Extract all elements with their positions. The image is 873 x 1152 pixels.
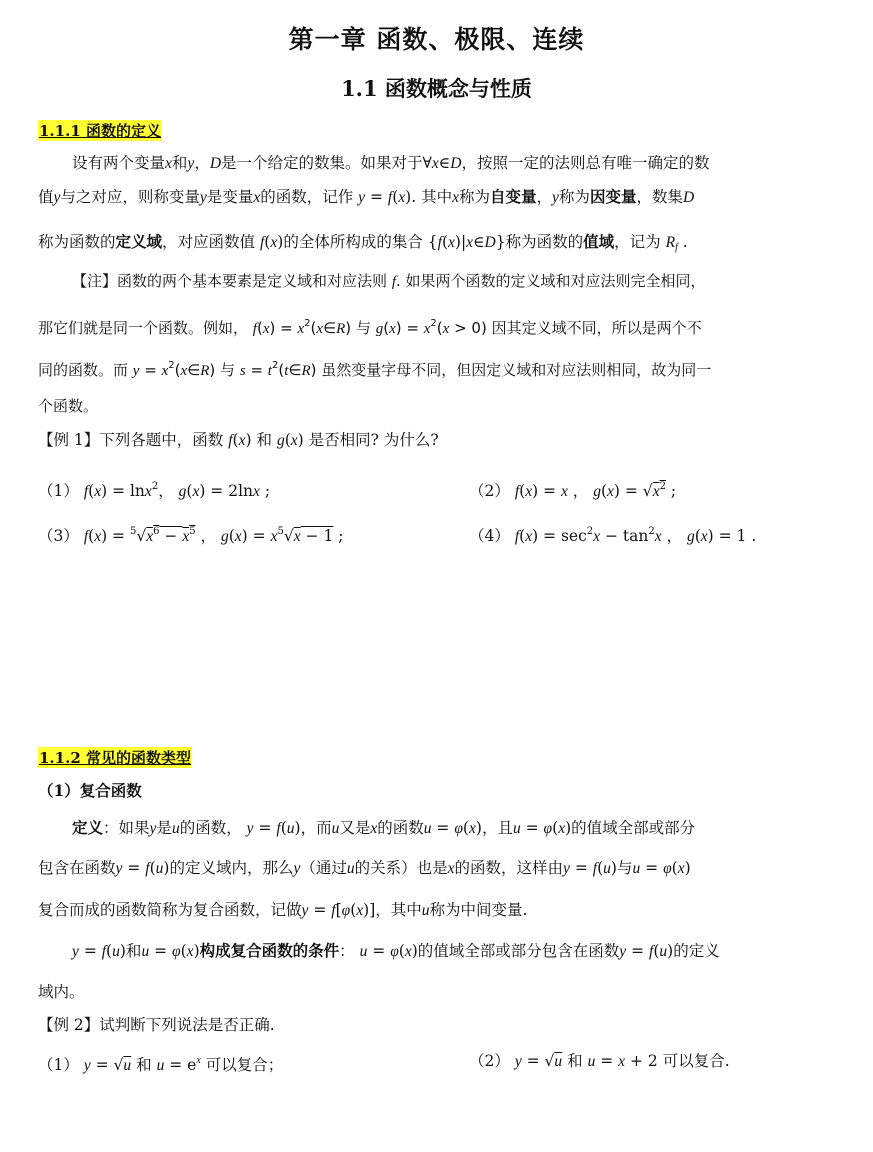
subheading-composite-function: （1）复合函数 xyxy=(38,781,142,800)
example-1-item-2: （2） f(x) = x ， $g(x) = √x^2$ ; xyxy=(469,481,677,500)
example-1-item-3: （3） $f(x) = ^5√x^6 - x^5$ ， $g(x) = x^5√x - 1$ ; xyxy=(38,526,344,545)
composite-def-line-1: 定义：如果y是u的函数， y = f(u)，而u又是x的函数u = φ(x)，且u = φ(x)的值域全部或部分 xyxy=(72,818,696,837)
section-title: 1.1 函数概念与性质 xyxy=(341,76,532,101)
example-1-item-4: （4） $f(x) = \sec^2x - \tan^2x$ ， g(x) = 1 . xyxy=(469,526,757,545)
composite-condition-line-2: 域内。 xyxy=(38,983,85,1001)
example-1-row-1 xyxy=(38,476,838,503)
composite-condition-line-1: y = f(u)和u = φ(x)构成复合函数的条件： u = φ(x)的值域全部或部分包含在函数y = f(u)的定义 xyxy=(72,941,720,960)
heading-1-1-2: 1.1.2 常见的函数类型 xyxy=(39,749,191,767)
example-2-item-2: （2） y = √u 和 u = x + 2 可以复合. xyxy=(469,1052,730,1070)
example-2-item-1: （1） y = √u 和 $u = e^x$ 可以复合； xyxy=(38,1055,284,1074)
chapter-title: 第一章 函数、极限、连续 xyxy=(288,25,585,54)
example-1-row-2 xyxy=(38,521,838,548)
note-line-4: 个函数。 xyxy=(38,397,99,415)
para-definition-line-1: 设有两个变量x和y，D是一个给定的数集。如果对于∀x∈D，按照一定的法则总有唯一确定的数 xyxy=(72,154,710,172)
note-line-1: 【注】函数的两个基本要素是定义域和对应法则 f. 如果两个函数的定义域和对应法则完全相同， xyxy=(72,272,706,290)
example-2-prompt: 【例 2】试判断下列说法是否正确. xyxy=(38,1016,275,1034)
example-1-prompt: 【例 1】下列各题中，函数 f(x) 和 g(x) 是否相同? 为什么? xyxy=(38,431,439,449)
composite-def-line-3: 复合而成的函数简称为复合函数，记做y = f[φ(x)]，其中u称为中间变量. xyxy=(38,901,528,919)
note-label: 【注】 xyxy=(72,272,118,290)
para-definition-line-3: 称为函数的定义域，对应函数值 f(x)的全体所构成的集合 {f(x)|x∈D}称为函数的值域，记为 $R_f$ . xyxy=(38,232,688,253)
para-definition-line-2: 值y与之对应，则称变量y是变量x的函数，记作 y = f(x). 其中x称为自变量，y称为因变量，数集D xyxy=(38,187,695,206)
note-line-2: 那它们就是同一个函数。例如， $f(x) = x^2(x\in R)$ 与 $g(x) = x^2(x > 0)$ 因其定义域不同，所以是两个不 xyxy=(38,318,702,337)
heading-1-1-1: 1.1.1 函数的定义 xyxy=(39,122,161,140)
example-1-item-1: （1） f(x) = lnx$^2$， g(x) = 2lnx ; xyxy=(38,481,271,500)
example-2-row xyxy=(38,1050,838,1077)
composite-def-line-2: 包含在函数y = f(u)的定义域内，那么y（通过u的关系）也是x的函数，这样由y = f(u)与u = φ(x) xyxy=(38,859,691,877)
note-line-3: 同的函数。而 $y = x^2(x\in R)$ 与 $s = t^2(t\in R)$ 虽然变量字母不同，但因定义域和对应法则相同，故为同一 xyxy=(38,360,712,379)
